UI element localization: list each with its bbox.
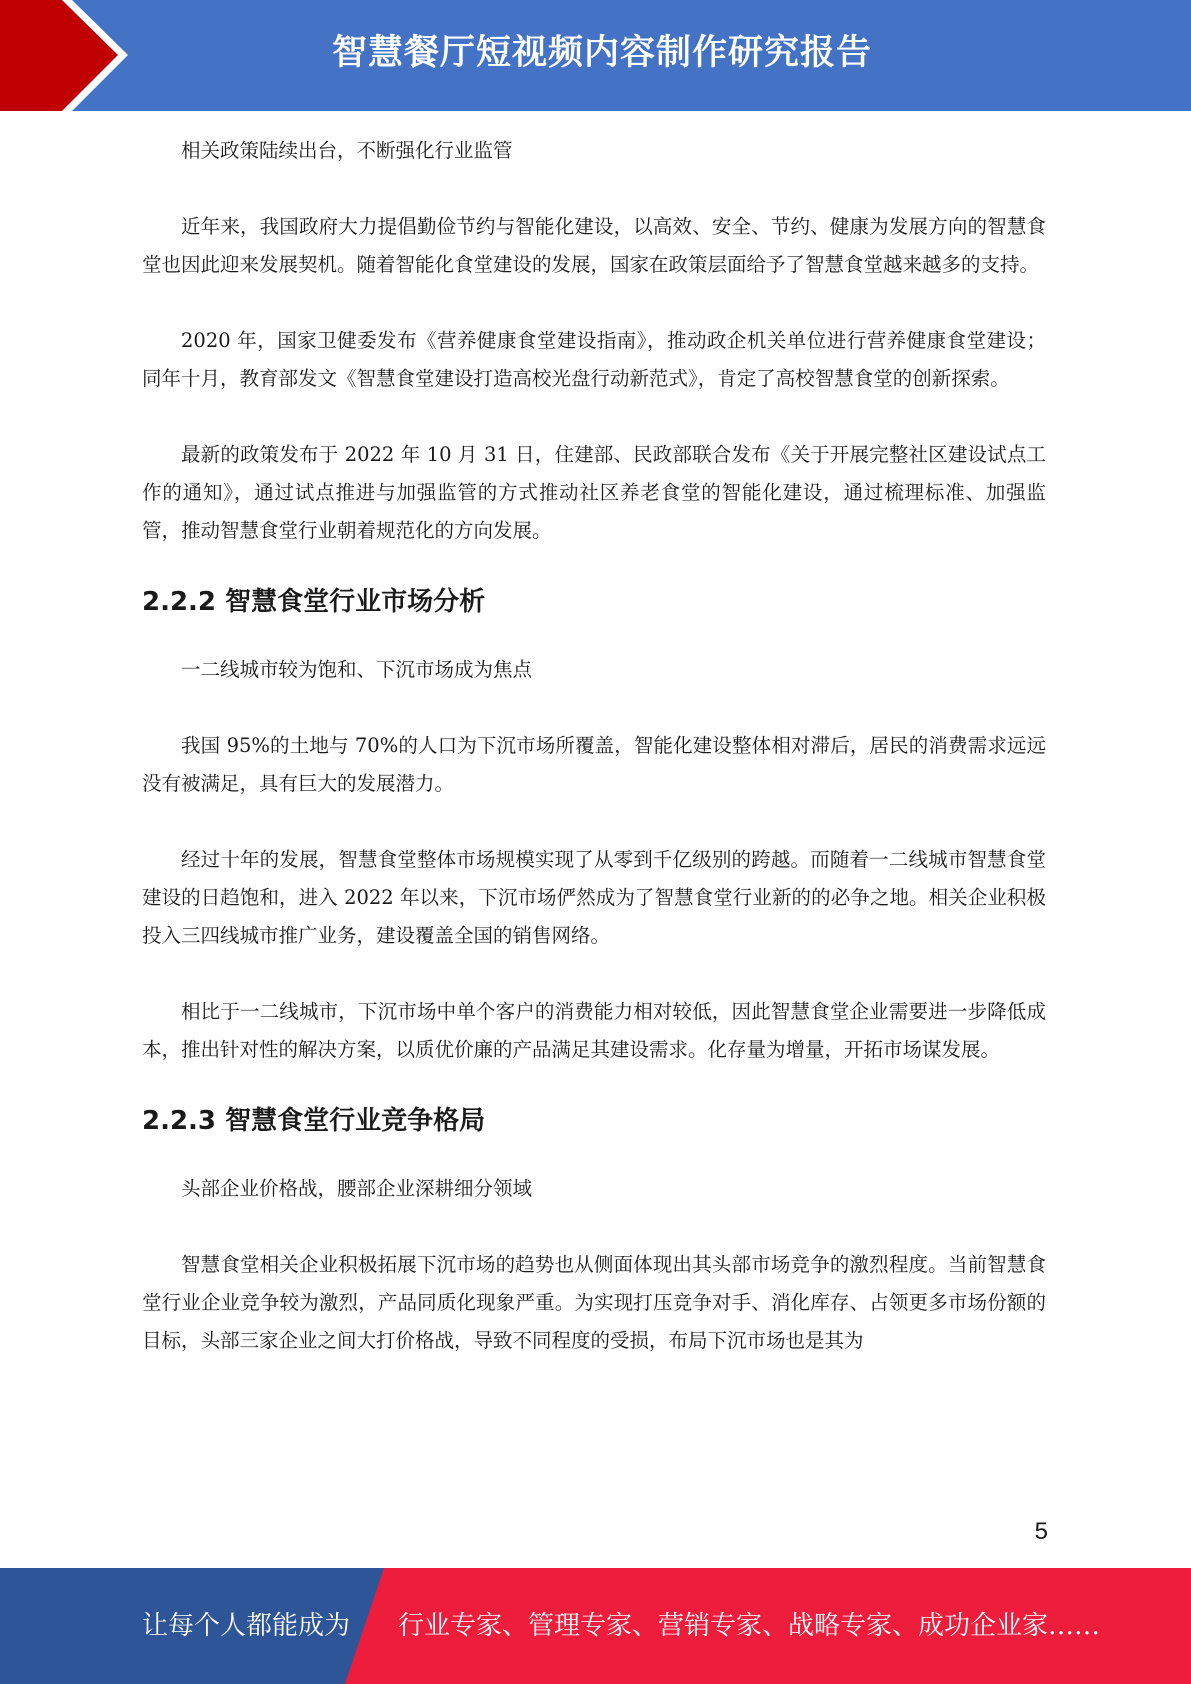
page-footer: [0, 1568, 1191, 1684]
page-number: 5: [1034, 1518, 1048, 1545]
page-header: [0, 0, 1191, 111]
paragraph: 相比于一二线城市，下沉市场中单个客户的消费能力相对较低，因此智慧食堂企业需要进一步降低成本，推出针对性的解决方案，以质优价廉的产品满足其建设需求。化存量为增量，开拓市场谋发展。: [142, 1000, 1046, 1061]
paragraph: 2020 年，国家卫健委发布《营养健康食堂建设指南》，推动政企机关单位进行营养健康食堂建设；同年十月，教育部发文《智慧食堂建设打造高校光盘行动新范式》，肯定了高校智慧食堂的创新探索。: [142, 329, 1046, 390]
paragraph: 最新的政策发布于 2022 年 10 月 31 日，住建部、民政部联合发布《关于开展完整社区建设试点工作的通知》，通过试点推进与加强监管的方式推动社区养老食堂的智能化建设，通过梳理标准、加强监管，推动智慧食堂行业朝着规范化的方向发展。: [142, 443, 1046, 542]
paragraph: 智慧食堂相关企业积极拓展下沉市场的趋势也从侧面体现出其头部市场竞争的激烈程度。当前智慧食堂行业企业竞争较为激烈，产品同质化现象严重。为实现打压竞争对手、消化库存、占领更多市场份额的目标，头部三家企业之间大打价格战，导致不同程度的受损，布局下沉市场也是其为: [142, 1253, 1046, 1352]
header-title: 智慧餐厅短视频内容制作研究报告: [331, 33, 872, 73]
paragraph: 近年来，我国政府大力提倡勤俭节约与智能化建设，以高效、安全、节约、健康为发展方向的智慧食堂也因此迎来发展契机。随着智能化食堂建设的发展，国家在政策层面给予了智慧食堂越来越多的支持。: [142, 215, 1046, 276]
footer-slogan-left: 让每个人都能成为: [142, 1611, 351, 1641]
paragraph: 一二线城市较为饱和、下沉市场成为焦点: [181, 658, 533, 681]
paragraph: 我国 95%的土地与 70%的人口为下沉市场所覆盖，智能化建设整体相对滞后，居民的消费需求远远没有被满足，具有巨大的发展潜力。: [142, 734, 1046, 795]
paragraph: 经过十年的发展，智慧食堂整体市场规模实现了从零到千亿级别的跨越。而随着一二线城市智慧食堂建设的日趋饱和，进入 2022 年以来，下沉市场俨然成为了智慧食堂行业新的的必争之地。相关企业积极投入三四线城市推广业务，建设覆盖全国的销售网络。: [142, 848, 1046, 947]
paragraph: 相关政策陆续出台，不断强化行业监管: [181, 139, 513, 162]
section-heading: 2.2.2 智慧食堂行业市场分析: [142, 587, 486, 617]
section-heading: 2.2.3 智慧食堂行业竞争格局: [142, 1106, 486, 1136]
paragraph: 头部企业价格战，腰部企业深耕细分领域: [181, 1177, 533, 1200]
document-body: [142, 132, 1046, 1360]
footer-slogan-right: 行业专家、管理专家、营销专家、战略专家、成功企业家……: [398, 1611, 1101, 1641]
